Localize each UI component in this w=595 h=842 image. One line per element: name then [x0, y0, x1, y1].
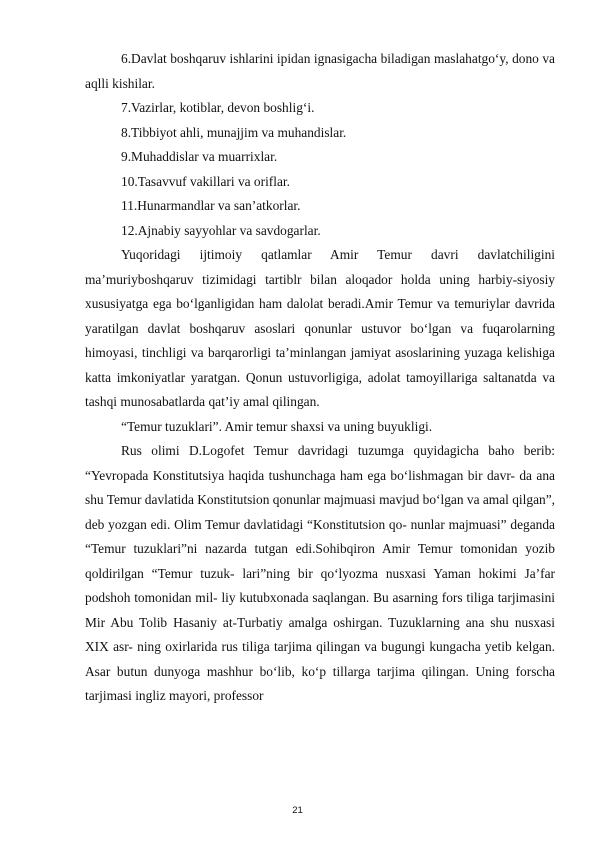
list-item-11: 11.Hunarmandlar va san’atkorlar. — [121, 198, 301, 213]
list-item-12: 12.Ajnabiy sayyohlar va savdogarlar. — [121, 222, 321, 238]
section-heading-line: “Temur tuzuklari”. Amir temur shaxsi va uning buyukligi. — [121, 418, 433, 434]
page-number: 21 — [292, 805, 303, 816]
list-item-9: 9.Muhaddislar va muarrixlar. — [121, 149, 278, 164]
list-item-6: 6.Davlat boshqaruv ishlarini ipidan ignasigacha biladigan maslahatgo‘y, dono va aqlli kishilar. — [85, 51, 555, 91]
list-item-8: 8.Tibbiyot ahli, munajjim va muhandislar. — [121, 124, 347, 140]
list-item-7: 7.Vazirlar, kotiblar, devon boshlig‘i. — [121, 100, 315, 115]
list-item-10: 10.Tasavvuf vakillari va oriflar. — [121, 173, 290, 189]
body-paragraph: Rus olimi D.Logofet Temur davridagi tuzumga quyidagicha baho berib: “Yevropada Konstitutsiya haqida tushunchaga ham ega bo‘lishmagan bir davr- da ana shu Temur davlatida Konstitutsion qonunlar majmuasi mavjud bo‘lgan va amal qilgan”, deb yozgan edi. Olim Temur davlatidagi “Konstitutsion qo- nunlar majmuasi” deganda “Temur tuzuklari”ni nazarda tutgan edi.Sohibqiron Amir Temur tomonidan yozib qoldirilgan “Temur tuzuk- lari”ning bir qo‘lyozma nusxasi Yaman hokimi Ja’far podshoh tomonidan mil- liy kutubxonada saqlangan. Bu asarning fors tiliga tarjimasini Mir Abu Tolib Hasaniy at-Turbatiy amalga oshirgan. Tuzuklarning ana shu nusxasi XIX asr- ning oxirlarida rus tiliga tarjima qilingan va bugungi kungacha yetib kelgan. Asar butun dunyoga mashhur bo‘lib, ko‘p tillarga tarjima qilingan. Uning forscha tarjimasi ingliz mayori, professor — [85, 443, 555, 703]
body-paragraph: Yuqoridagi ijtimoiy qatlamlar Amir Temur davri davlatchiligini ma’muriyboshqaruv tizimidagi tartiblr bilan aloqador holda uning harbiy-siyosiy xususiyatga ega bo‘lganligidan ham dalolat beradi.Amir Temur va temuriylar davrida yaratilgan davlat boshqaruv asoslari qonunlar ustuvor bo‘lgan va fuqarolarning himoyasi, tinchligi va barqarorligi ta’minlangan jamiyat asoslarining yuzaga kelishiga katta imkoniyatlar yaratgan. Qonun ustuvorligiga, adolat tamoyillariga saltanatda va tashqi munosabatlarda qat’iy amal qilingan. — [85, 247, 555, 409]
page-body — [85, 47, 555, 709]
